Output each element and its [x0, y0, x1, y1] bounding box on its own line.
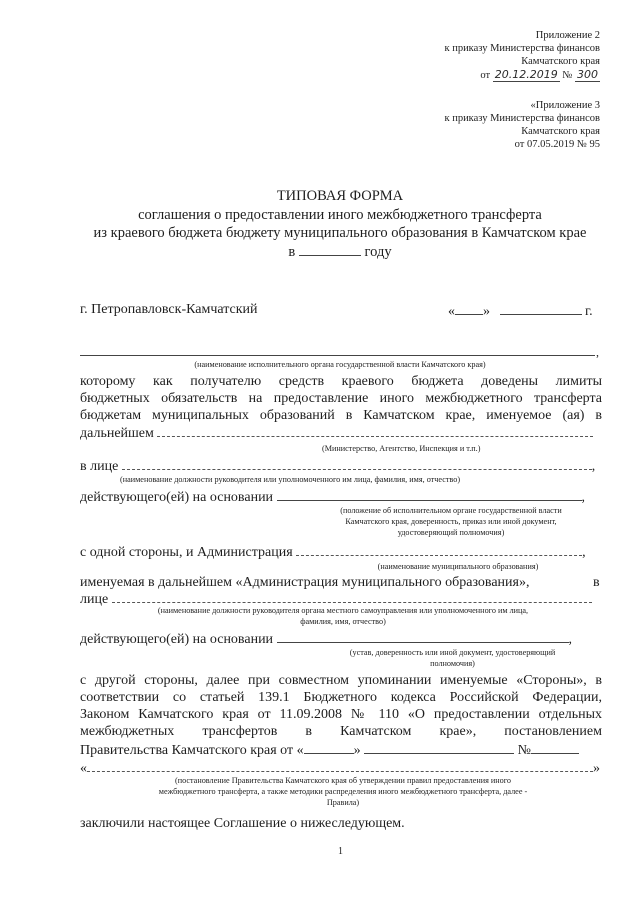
para1-line1: которому как получателю средств краевого бюджета доведены лимиты: [80, 374, 602, 389]
para2-line5: Правительства Камчатского края от « » №: [80, 741, 579, 759]
para1-line4: дальнейшем: [80, 425, 593, 442]
in-person-line: в лице ,: [80, 459, 596, 474]
short-name-blank[interactable]: [157, 425, 593, 437]
hint-basis-1: (положение об исполнительном органе государственной власти: [340, 506, 562, 515]
hint-decree-3: Правила): [326, 798, 360, 807]
charter-blank[interactable]: [277, 630, 569, 643]
hint-org: (наименование исполнительного органа государственной власти Камчатского края): [194, 360, 486, 369]
hint-mun-head-1: (наименование должности руководителя органа местного самоуправления или уполномоченного им лица,: [157, 606, 529, 615]
prev-appendix-label: «Приложение 3: [530, 100, 600, 111]
decree-day-blank[interactable]: [304, 741, 354, 754]
hint-basis-2: Камчатского края, доверенность, приказ или иной документ,: [345, 517, 557, 526]
prev-appendix-order: к приказу Министерства финансов: [444, 113, 600, 124]
handwritten-number: 300: [577, 68, 598, 81]
decree-title-blank[interactable]: [87, 760, 593, 772]
decree-number-blank[interactable]: [531, 741, 579, 754]
named-admin-line: именуемая в дальнейшем «Администрация муниципального образования»,: [80, 575, 530, 590]
decree-title-line: « »: [80, 761, 600, 776]
acting2-line: действующего(ей) на основании ,: [80, 632, 573, 647]
basis-blank[interactable]: [277, 488, 582, 501]
prev-appendix-date: от 07.05.2019 № 95: [514, 139, 600, 150]
acting-basis-line: действующего(ей) на основании ,: [80, 490, 586, 505]
hint-mun-head-2: фамилия, имя, отчество): [300, 617, 386, 626]
prev-appendix-region: Камчатского края: [521, 126, 600, 137]
hint-position: (наименование должности руководителя или уполномоченного им лица, фамилия, имя, отчество): [120, 475, 461, 484]
hint-decree-2: межбюджетного трансферта, а также методики распределения иного межбюджетного трансферта, далее -: [158, 787, 528, 796]
agreement-date: « » г.: [448, 304, 593, 319]
hint-decree-1: (постановление Правительства Камчатского края об утверждении правил предоставления иного: [174, 776, 512, 785]
hint-ministry: (Министерство, Агентство, Инспекция и т.п.): [322, 444, 481, 453]
year-blank[interactable]: [299, 243, 361, 256]
hint-charter-2: полномочия): [430, 659, 475, 668]
para1-line3: бюджетам муниципальных образований в Камчатском крае, именуемое (ая) в: [80, 408, 602, 423]
form-subtitle-2: из краевого бюджета бюджету муниципального образования в Камчатском крае: [93, 225, 587, 241]
appendix-region: Камчатского края: [521, 56, 600, 67]
para1-line2: бюджетных обязательств на предоставление иного межбюджетного трансферта: [80, 391, 602, 406]
day-blank[interactable]: [455, 302, 483, 315]
appendix-order: к приказу Министерства финансов: [444, 43, 600, 54]
one-side-line: с одной стороны, и Администрация ,: [80, 545, 586, 560]
person-blank[interactable]: [122, 458, 592, 470]
concluded-text: заключили настоящее Соглашение о нижеследующем.: [80, 816, 405, 831]
hint-basis-3: удостоверяющий полномочия): [397, 528, 505, 537]
hint-charter-1: (устав, доверенность или иной документ, удостоверяющий: [349, 648, 556, 657]
mun-head-blank[interactable]: [112, 591, 592, 603]
document-page: Приложение 2 к приказу Министерства финансов Камчатского края от 20.12.2019 № 300 «Приложение 3 к приказу Министерства финансов Камчатского края от 07.05.2019 № 95 ТИПОВАЯ ФОРМА соглашения о предоставлении иного межбюджетного трансферта из краевого бюджета бюджету муниципального образования в Камчатском крае в году г. Петропавловск-Камчатский « » г. , (наименование исполнительного органа государственной власти Камчатского края) которому как получателю средств краевого бюджета доведены лимиты бюджетных обязательств на предоставление иного межбюджетного трансферта бюджетам муниципальных образований в Камчатском крае, именуемое (ая) в дальнейшем (Министерство, Агентство, Инспекция и т.п.) в лице , (наименование должности руководителя или уполномоченного им лица, фамилия, имя, отчество) действующего(ей) на основании , (положение об исполнительном органе государственной власти Камчатского края, доверенность, приказ или иной документ, удостоверяющий полномочия) с одной стороны, и Администрация , (наименование муниципального образования) именуемая в дальнейшем «Администрация муниципального образования», в лице (наименование должности руководителя органа местного самоуправления или уполномоченного им лица, фамилия, имя, отчество) действующего(ей) на основании , (устав, доверенность или иной документ, удостоверяющий полномочия) с другой стороны, далее при совместном упоминании именуемые «Стороны», в соответствии со статьей 139.1 Бюджетного кодекса Российской Федерации, Законом Камчатского края от 11.09.2008 № 110 «О предоставлении отдельных межбюджетных трансфертов в Камчатском крае», постановлением Правительства Камчатского края от « » № « » (постановление Правительства Камчатского края об утверждении правил предоставления иного межбюджетного трансферта, а также методики распределения иного межбюджетного трансферта, далее - Правила) заключили настоящее Соглашение о нижеследующем. 1: [0, 0, 640, 905]
number-sign: №: [562, 70, 573, 81]
hint-mun-name: (наименование муниципального образования): [377, 562, 539, 571]
para2-line4: межбюджетных трансфертов в Камчатском крае», постановлением: [80, 724, 602, 739]
para2-line2: соответствии со статьей 139.1 Бюджетного кодекса Российской Федерации,: [80, 690, 602, 705]
decree-month-blank[interactable]: [364, 741, 514, 754]
named-admin-v: в: [593, 575, 600, 590]
handwritten-date: 20.12.2019: [494, 68, 558, 81]
page-number: 1: [338, 846, 343, 857]
municipality-blank[interactable]: [296, 544, 582, 556]
city-name: г. Петропавловск-Камчатский: [80, 302, 258, 317]
date-prefix: от: [480, 70, 491, 81]
para2-line3: Законом Камчатского края от 11.09.2008 № 110 «О предоставлении отдельных: [80, 707, 602, 722]
form-title: ТИПОВАЯ ФОРМА: [276, 188, 404, 204]
form-subtitle-1: соглашения о предоставлении иного межбюджетного трансферта: [138, 207, 542, 223]
org-name-blank[interactable]: [80, 345, 595, 356]
mun-head-line: лице: [80, 591, 592, 608]
appendix-date-line: [480, 69, 600, 82]
form-year-line: в году: [288, 244, 392, 260]
para2-line1: с другой стороны, далее при совместном упоминании именуемые «Стороны», в: [80, 673, 602, 688]
month-blank[interactable]: [500, 302, 582, 315]
appendix-label: Приложение 2: [535, 30, 600, 41]
